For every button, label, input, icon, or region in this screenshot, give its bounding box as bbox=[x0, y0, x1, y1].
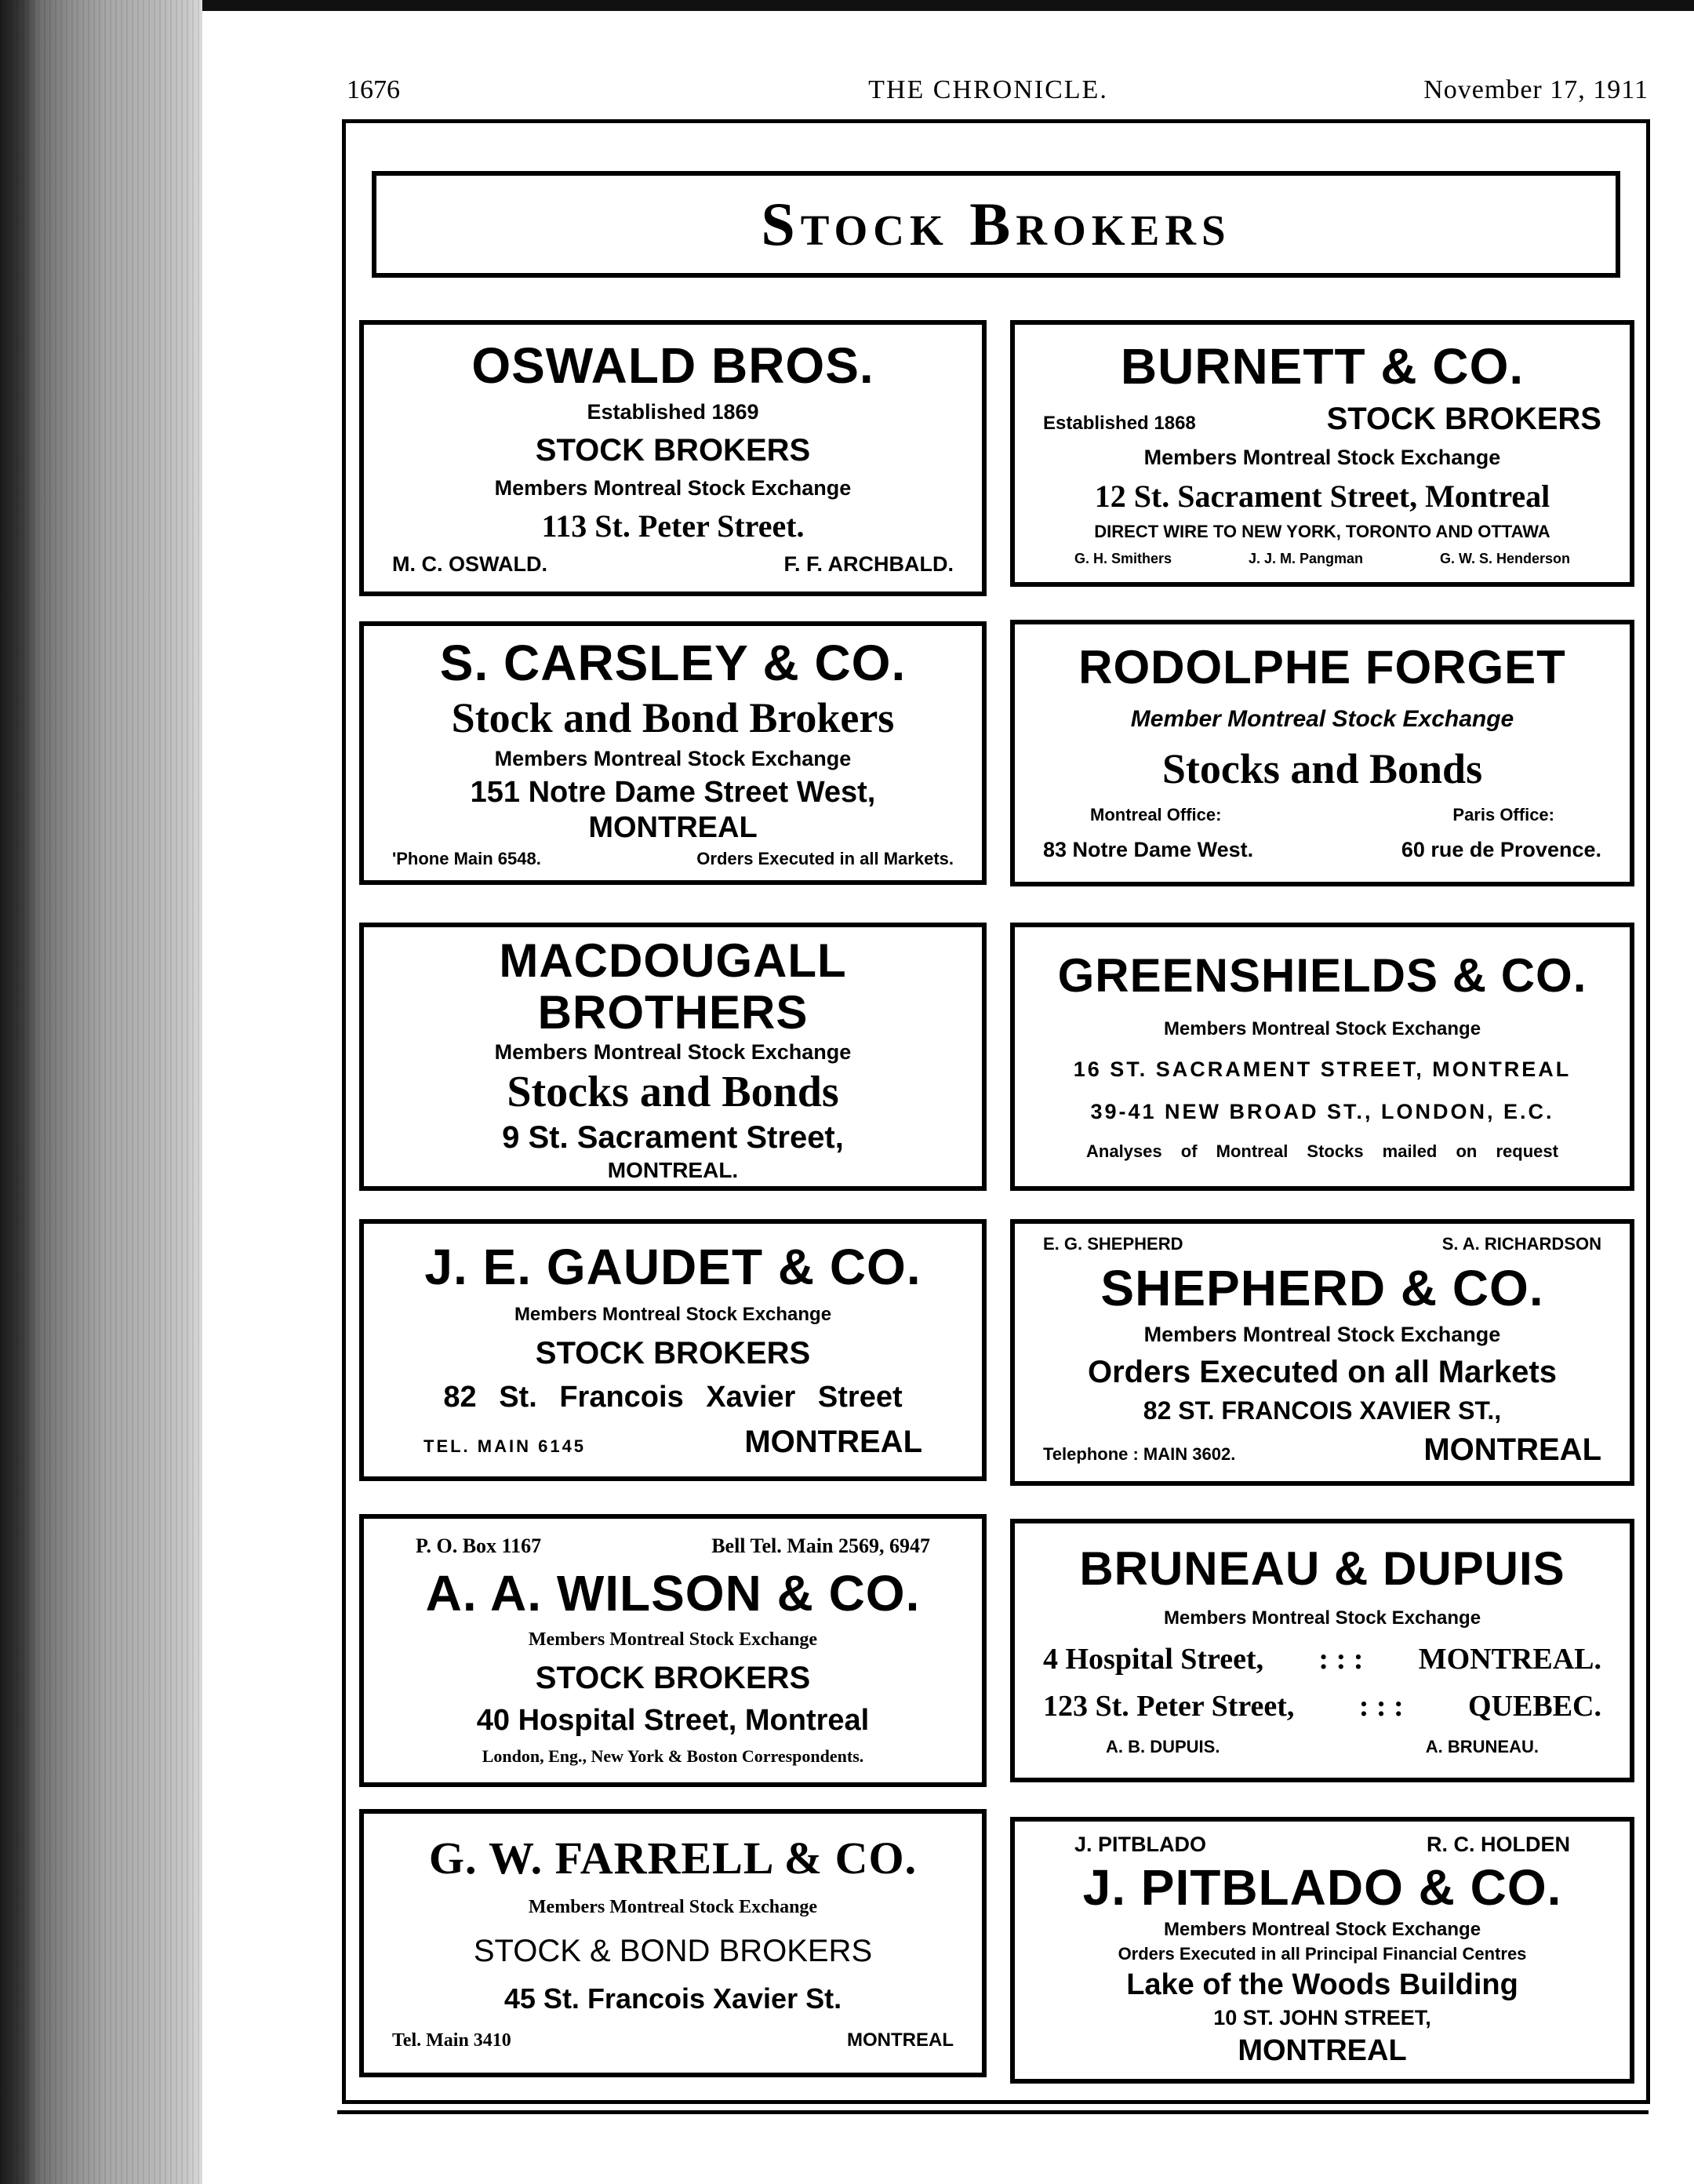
office-address: 60 rue de Provence. bbox=[1401, 838, 1601, 862]
ad-type: STOCK BROKERS bbox=[1326, 401, 1601, 436]
partner-name: A. B. DUPUIS. bbox=[1106, 1736, 1220, 1756]
partner-name: J. PITBLADO bbox=[1074, 1833, 1207, 1857]
ad-address: 4 Hospital Street, bbox=[1043, 1642, 1264, 1676]
ad-name: S. CARSLEY & CO. bbox=[439, 635, 907, 692]
ad-city: MONTREAL bbox=[847, 2029, 954, 2051]
partner-name: J. J. M. Pangman bbox=[1248, 550, 1364, 566]
ad-name: GREENSHIELDS & CO. bbox=[1057, 949, 1587, 1002]
publication-title: THE CHRONICLE. bbox=[868, 75, 1108, 104]
ad-greenshields-co bbox=[1010, 923, 1634, 1191]
ad-partners bbox=[392, 551, 954, 578]
ad-phone: Bell Tel. Main 2569, 6947 bbox=[711, 1534, 930, 1558]
ad-name: RODOLPHE FORGET bbox=[1078, 641, 1566, 694]
separator: : : : bbox=[1358, 1689, 1404, 1723]
ad-address-row-montreal bbox=[1043, 1642, 1601, 1678]
ad-type: Stock and Bond Brokers bbox=[451, 694, 895, 742]
ad-partners bbox=[1043, 550, 1601, 568]
book-spine-edge bbox=[0, 0, 202, 2184]
page-number: 1676 bbox=[347, 75, 400, 104]
partner-name: A. BRUNEAU. bbox=[1425, 1736, 1539, 1756]
office-label: Paris Office: bbox=[1452, 805, 1554, 825]
ad-name: OSWALD BROS. bbox=[471, 337, 874, 394]
section-title: Stock Brokers bbox=[761, 190, 1231, 258]
bottom-rule bbox=[337, 2110, 1649, 2114]
ad-orders: Orders Executed on all Markets bbox=[1087, 1354, 1557, 1389]
ad-macdougall-brothers bbox=[359, 923, 987, 1191]
ad-orders: Orders Executed in all Principal Financial Centres bbox=[1118, 1943, 1527, 1964]
ad-established-row bbox=[1043, 400, 1601, 438]
ad-address: 9 St. Sacrament Street, bbox=[502, 1120, 844, 1156]
ad-city: MONTREAL. bbox=[1418, 1642, 1601, 1676]
ad-a-a-wilson-co bbox=[359, 1514, 987, 1787]
ad-address: 82 ST. FRANCOIS XAVIER ST., bbox=[1143, 1396, 1502, 1425]
ad-address: 40 Hospital Street, Montreal bbox=[476, 1704, 870, 1738]
ad-type: STOCK & BOND BROKERS bbox=[473, 1933, 873, 1968]
ad-city: QUEBEC. bbox=[1468, 1689, 1601, 1723]
ad-address: 10 ST. JOHN STREET, bbox=[1213, 2006, 1431, 2030]
ad-members: Members Montreal Stock Exchange bbox=[1163, 1607, 1481, 1629]
ad-members: Members Montreal Stock Exchange bbox=[1163, 1018, 1481, 1039]
ad-partners bbox=[1043, 1233, 1601, 1256]
ad-name: MACDOUGALL BROTHERS bbox=[499, 934, 847, 1039]
ad-note: Analyses of Montreal Stocks mailed on request bbox=[1086, 1141, 1558, 1162]
ad-j-e-gaudet-co bbox=[359, 1219, 987, 1481]
ad-address: 82 St. Francois Xavier Street bbox=[443, 1380, 903, 1414]
ad-members: Members Montreal Stock Exchange bbox=[1143, 445, 1501, 469]
ad-address-london: 39-41 NEW BROAD ST., LONDON, E.C. bbox=[1090, 1100, 1554, 1124]
ad-name: BRUNEAU & DUPUIS bbox=[1079, 1542, 1565, 1595]
ad-shepherd-co bbox=[1010, 1219, 1634, 1486]
ad-address: 123 St. Peter Street, bbox=[1043, 1689, 1295, 1723]
issue-date: November 17, 1911 bbox=[1423, 75, 1649, 104]
ad-footer-row bbox=[392, 1423, 954, 1461]
office-address: 83 Notre Dame West. bbox=[1043, 838, 1254, 862]
ad-name: BURNETT & CO. bbox=[1120, 337, 1525, 395]
ad-rodolphe-forget bbox=[1010, 620, 1634, 886]
ad-footer-row bbox=[392, 848, 954, 871]
office-label: Montreal Office: bbox=[1090, 805, 1222, 825]
partner-name: M. C. OSWALD. bbox=[392, 551, 547, 576]
ad-established: Established 1868 bbox=[1043, 412, 1196, 434]
ad-members: Members Montreal Stock Exchange bbox=[514, 1303, 832, 1325]
ad-building: Lake of the Woods Building bbox=[1126, 1967, 1518, 2001]
ad-g-w-farrell-co bbox=[359, 1809, 987, 2077]
partner-name: R. C. HOLDEN bbox=[1426, 1833, 1570, 1857]
ad-address-montreal: 16 ST. SACRAMENT STREET, MONTREAL bbox=[1073, 1057, 1572, 1082]
ad-city: MONTREAL bbox=[1238, 2034, 1407, 2068]
ad-type: STOCK BROKERS bbox=[535, 1335, 811, 1370]
ad-s-carsley-co bbox=[359, 621, 987, 885]
ad-members: Members Montreal Stock Exchange bbox=[1143, 1322, 1501, 1346]
ad-members: Members Montreal Stock Exchange bbox=[494, 476, 852, 500]
ad-members: Members Montreal Stock Exchange bbox=[494, 747, 852, 771]
ad-address: 151 Notre Dame Street West, MONTREAL bbox=[470, 775, 876, 845]
section-banner bbox=[372, 171, 1620, 278]
ad-j-pitblado-co bbox=[1010, 1817, 1634, 2084]
ad-phone: Telephone : MAIN 3602. bbox=[1043, 1443, 1236, 1464]
partner-name: F. F. ARCHBALD. bbox=[783, 551, 954, 576]
scan-top-edge bbox=[202, 0, 1694, 11]
ad-name: J. E. GAUDET & CO. bbox=[424, 1238, 922, 1295]
partner-name: G. H. Smithers bbox=[1074, 550, 1172, 566]
ad-members: Members Montreal Stock Exchange bbox=[1163, 1918, 1481, 1940]
ad-phone: TEL. MAIN 6145 bbox=[424, 1436, 587, 1457]
ad-address-row-quebec bbox=[1043, 1689, 1601, 1725]
ad-name: G. W. FARRELL & CO. bbox=[428, 1833, 918, 1884]
ad-type: Stocks and Bonds bbox=[507, 1068, 839, 1117]
partner-name: S. A. RICHARDSON bbox=[1441, 1234, 1601, 1254]
ad-correspondents: London, Eng., New York & Boston Correspondents. bbox=[482, 1746, 864, 1767]
ad-city: MONTREAL bbox=[1423, 1432, 1601, 1467]
separator: : : : bbox=[1318, 1642, 1364, 1676]
ad-city: MONTREAL. bbox=[607, 1158, 739, 1183]
ad-wire: DIRECT WIRE TO NEW YORK, TORONTO AND OTTAWA bbox=[1094, 522, 1550, 542]
ad-members: Members Montreal Stock Exchange bbox=[494, 1040, 852, 1064]
ad-orders: Orders Executed in all Markets. bbox=[696, 849, 954, 869]
ad-name: SHEPHERD & CO. bbox=[1100, 1260, 1544, 1317]
ad-office-addresses bbox=[1043, 836, 1601, 864]
partner-name: E. G. SHEPHERD bbox=[1043, 1234, 1183, 1254]
ad-type: STOCK BROKERS bbox=[535, 1660, 811, 1695]
ad-phone: Tel. Main 3410 bbox=[392, 2029, 511, 2051]
ad-name: J. PITBLADO & CO. bbox=[1082, 1859, 1562, 1916]
ad-address: 45 St. Francois Xavier St. bbox=[503, 1982, 842, 2015]
ad-box: P. O. Box 1167 bbox=[416, 1534, 542, 1558]
ad-office-labels bbox=[1043, 804, 1601, 827]
ad-footer-row bbox=[1043, 1431, 1601, 1469]
ad-footer-row bbox=[392, 2028, 954, 2053]
ad-burnett-co bbox=[1010, 320, 1634, 587]
ad-members: Member Montreal Stock Exchange bbox=[1130, 705, 1514, 732]
ad-members: Members Montreal Stock Exchange bbox=[528, 1897, 818, 1918]
ad-oswald-bros bbox=[359, 320, 987, 596]
ad-type: STOCK BROKERS bbox=[535, 433, 811, 468]
ad-contact-row bbox=[392, 1533, 954, 1560]
ad-partners bbox=[1043, 1831, 1601, 1858]
ad-established: Established 1869 bbox=[587, 400, 759, 424]
ad-bruneau-dupuis bbox=[1010, 1519, 1634, 1782]
ad-city: MONTREAL bbox=[744, 1425, 922, 1460]
ad-address: 12 St. Sacrament Street, Montreal bbox=[1094, 478, 1550, 514]
partner-name: G. W. S. Henderson bbox=[1439, 550, 1570, 566]
ad-partners bbox=[1043, 1736, 1601, 1759]
ad-type: Stocks and Bonds bbox=[1161, 745, 1483, 793]
ad-phone: 'Phone Main 6548. bbox=[392, 849, 541, 869]
ad-members: Members Montreal Stock Exchange bbox=[528, 1629, 818, 1651]
ad-address: 113 St. Peter Street. bbox=[541, 508, 805, 544]
ad-name: A. A. WILSON & CO. bbox=[425, 1565, 921, 1622]
